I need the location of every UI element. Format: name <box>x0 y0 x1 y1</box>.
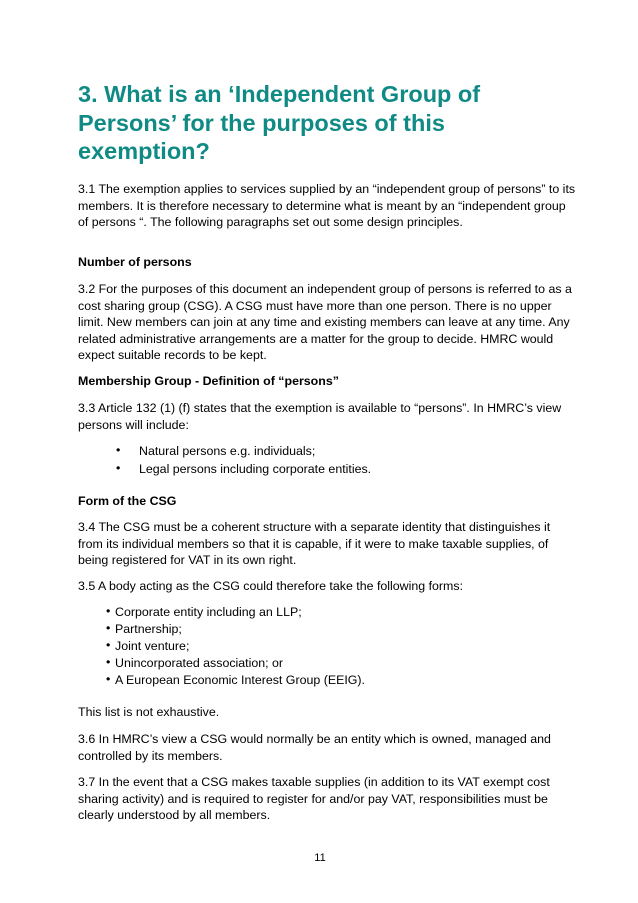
paragraph-3-7: 3.7 In the event that a CSG makes taxable supplies (in addition to its VAT exempt cost sharing activity) and is required to register for and/or pay VAT, responsibilities must be clearly understood by all members. <box>78 775 550 822</box>
list-item-form-2: Partnership; <box>115 622 182 636</box>
paragraph-3-2: 3.2 For the purposes of this document an independent group of persons is referred to as a cost sharing group (CSG). A CSG must have more than one person. There is no upper limit. New members can join at any time and existing members can leave at any time. Any related administrative arrangements are a matter for the group to decide. HMRC would expect suitable records to be kept. <box>78 282 572 362</box>
page-number: 11 <box>314 852 326 864</box>
list-item-form-4: Unincorporated association; or <box>115 656 284 670</box>
paragraph-3-5: 3.5 A body acting as the CSG could therefore take the following forms: <box>78 579 464 593</box>
paragraph-3-4: 3.4 The CSG must be a coherent structure with a separate identity that distinguishes it from its individual members so that it is capable, if it were to make taxable supplies, of being registered for VAT in its own right. <box>78 520 551 567</box>
subheading-number-of-persons: Number of persons <box>78 255 192 269</box>
paragraph-3-3: 3.3 Article 132 (1) (f) states that the exemption is available to “persons”. In HMRC’s view persons will include: <box>78 401 562 432</box>
list-item-form-3: Joint venture; <box>115 639 190 653</box>
list-item-form-5: A European Economic Interest Group (EEIG). <box>115 673 365 687</box>
list-item-persons-1: Natural persons e.g. individuals; <box>139 444 316 458</box>
list-item-form-1: Corporate entity including an LLP; <box>115 605 302 619</box>
bullet-icon: • <box>106 638 111 652</box>
bullet-icon: • <box>106 672 111 686</box>
list-item-persons-2: Legal persons including corporate entities. <box>139 462 372 476</box>
section-heading: 3. What is an ‘Independent Group of Persons’ for the purposes of this exemption? <box>78 81 481 164</box>
bullet-icon: • <box>116 461 121 475</box>
paragraph-3-1: 3.1 The exemption applies to services supplied by an “independent group of persons” to its members. It is therefore necessary to determine what is meant by an “independent group of persons “. The following paragraphs set out some design principles. <box>78 182 576 229</box>
bullet-icon: • <box>106 655 111 669</box>
paragraph-3-6: 3.6 In HMRC’s view a CSG would normally be an entity which is owned, managed and controlled by its members. <box>78 732 551 763</box>
bullet-icon: • <box>106 621 111 635</box>
subheading-form-of-csg: Form of the CSG <box>78 494 177 508</box>
subheading-membership-group: Membership Group - Definition of “persons” <box>78 374 339 388</box>
bullet-icon: • <box>116 443 121 457</box>
paragraph-not-exhaustive: This list is not exhaustive. <box>78 705 220 719</box>
bullet-icon: • <box>106 604 111 618</box>
